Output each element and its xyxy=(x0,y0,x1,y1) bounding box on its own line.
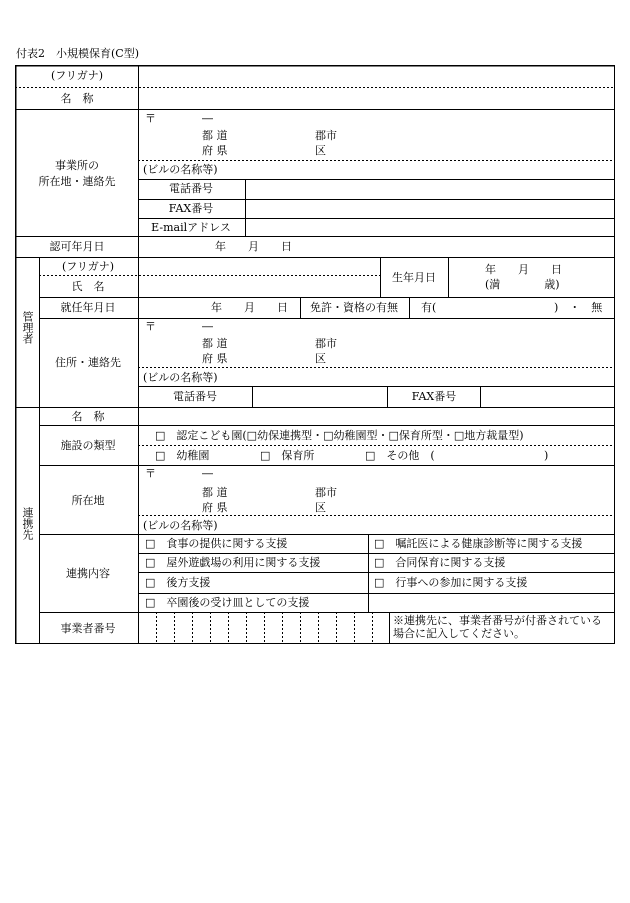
manager-building-label: (ビルの名称等) xyxy=(143,371,218,384)
postal-dash: ― xyxy=(202,112,213,125)
office-email-label: E-mailアドレス xyxy=(151,221,231,234)
appointment-date-label: 就任年月日 xyxy=(60,301,116,314)
partner-city-line2: 区 xyxy=(315,501,326,514)
content-joint-care-option[interactable]: □ 合同保育に関する支援 xyxy=(374,556,506,569)
manager-furigana-field[interactable] xyxy=(139,258,380,275)
manager-building-field[interactable] xyxy=(230,368,614,386)
office-city-line2: 区 xyxy=(315,144,326,157)
partner-postal-mark: 〒 xyxy=(145,467,156,480)
manager-postal-mark: 〒 xyxy=(145,320,156,333)
office-address-label: 事業所の 所在地・連絡先 xyxy=(38,159,116,188)
content-graduation-option[interactable]: □ 卒園後の受け皿としての支援 xyxy=(145,596,310,609)
office-postal-field[interactable] xyxy=(155,111,255,125)
partner-name-field[interactable] xyxy=(139,408,614,425)
birth-age[interactable]: (満 歳) xyxy=(485,278,560,291)
manager-city-line2: 区 xyxy=(315,352,326,365)
manager-name-label: 氏 名 xyxy=(71,280,105,293)
manager-postal-field[interactable] xyxy=(155,319,255,333)
content-events-option[interactable]: □ 行事への参加に関する支援 xyxy=(374,576,528,589)
office-city-line1: 郡市 xyxy=(315,129,337,142)
manager-pref-line1: 都 道 xyxy=(202,337,228,350)
content-meal-option[interactable]: □ 食事の提供に関する支援 xyxy=(145,537,288,550)
manager-pref-line2: 府 県 xyxy=(202,352,228,365)
facility-furigana-label: (フリガナ) xyxy=(50,69,104,82)
content-health-option[interactable]: □ 嘱託医による健康診断等に関する支援 xyxy=(374,537,583,550)
partner-building-label: (ビルの名称等) xyxy=(143,519,218,532)
business-number-note: ※連携先に、事業者番号が付番されている場合に記入してください。 xyxy=(393,614,602,640)
manager-address-label: 住所・連絡先 xyxy=(55,356,121,369)
approval-date-label: 認可年月日 xyxy=(49,240,105,253)
partner-pref-line1: 都 道 xyxy=(202,486,228,499)
office-phone-field[interactable] xyxy=(246,180,614,199)
license-label: 免許・資格の有無 xyxy=(310,301,398,314)
partner-postal-field[interactable] xyxy=(155,466,255,480)
type-other-option[interactable]: □ その他 ( xyxy=(365,449,435,462)
manager-city-line1: 郡市 xyxy=(315,337,337,350)
office-building-label: (ビルの名称等) xyxy=(143,163,218,176)
office-phone-label: 電話番号 xyxy=(169,182,213,195)
partner-pref-line2: 府 県 xyxy=(202,501,228,514)
office-email-field[interactable] xyxy=(246,219,614,236)
business-number-label: 事業者番号 xyxy=(60,622,116,635)
appointment-date-ymd[interactable]: 年 月 日 xyxy=(211,301,288,314)
manager-fax-label: FAX番号 xyxy=(411,390,457,403)
office-fax-field[interactable] xyxy=(246,200,614,218)
type-kindergarten-option[interactable]: □ 幼稚園 xyxy=(155,449,210,462)
birth-date-ymd[interactable]: 年 月 日 xyxy=(485,263,562,276)
content-backup-option[interactable]: □ 後方支援 xyxy=(145,576,211,589)
office-fax-label: FAX番号 xyxy=(168,202,214,215)
office-pref-line1: 都 道 xyxy=(202,129,228,142)
birth-date-label: 生年月日 xyxy=(392,271,436,284)
partner-city-line1: 郡市 xyxy=(315,486,337,499)
license-no-option[interactable]: ) ・ 無 xyxy=(554,301,603,314)
office-pref-line2: 府 県 xyxy=(202,144,228,157)
manager-section-label: 管理者 xyxy=(21,311,34,344)
manager-phone-field[interactable] xyxy=(253,387,387,407)
location-label: 所在地 xyxy=(71,494,105,507)
facility-name-label: 名 称 xyxy=(60,92,94,105)
manager-furigana-label: (フリガナ) xyxy=(61,260,115,273)
content-playground-option[interactable]: □ 屋外遊戯場の利用に関する支援 xyxy=(145,556,321,569)
type-other-close: ) xyxy=(544,449,549,462)
business-number-field[interactable] xyxy=(139,613,389,643)
manager-phone-label: 電話番号 xyxy=(173,390,217,403)
partner-section-label: 連携先 xyxy=(21,507,34,540)
partner-name-label: 名 称 xyxy=(71,410,105,423)
type-nursery-option[interactable]: □ 保育所 xyxy=(260,449,315,462)
approval-date-ymd[interactable]: 年 月 日 xyxy=(215,240,292,253)
manager-postal-dash: ― xyxy=(202,320,213,333)
office-building-field[interactable] xyxy=(230,161,614,179)
application-form xyxy=(15,65,615,644)
page-title: 付表2 小規模保育(C型) xyxy=(16,47,139,60)
type-certified-option[interactable]: □ 認定こども園(□幼保連携型・□幼稚園型・□保育所型・□地方裁量型) xyxy=(155,429,524,442)
postal-mark: 〒 xyxy=(145,112,156,125)
content-label: 連携内容 xyxy=(66,567,110,580)
manager-name-field[interactable] xyxy=(139,276,380,297)
facility-type-label: 施設の類型 xyxy=(60,439,116,452)
facility-name-field[interactable] xyxy=(139,88,614,109)
facility-furigana-field[interactable] xyxy=(139,66,614,87)
license-yes-option[interactable]: 有( xyxy=(421,301,437,314)
manager-fax-field[interactable] xyxy=(481,387,614,407)
partner-postal-dash: ― xyxy=(202,467,213,480)
partner-building-field[interactable] xyxy=(230,516,614,534)
